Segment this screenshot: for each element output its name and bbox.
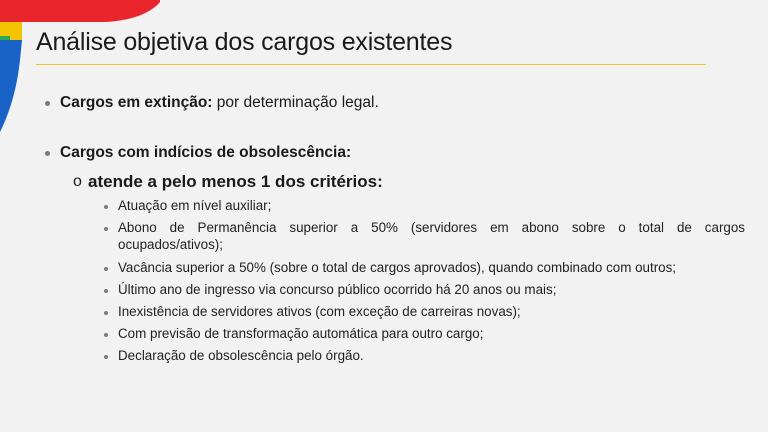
logo-red-block <box>0 0 22 22</box>
bullet-dot <box>104 355 108 359</box>
logo-blue-arc <box>0 40 22 132</box>
bullet-dot <box>104 289 108 293</box>
criterion-item: Vacância superior a 50% (sobre o total de cargos aprovados), quando combinado com outros; <box>118 260 677 275</box>
bullet-dot <box>104 311 108 315</box>
bullet-extincao-label: Cargos em extinção: <box>60 94 213 111</box>
bullet-extincao-text: por determinação legal. <box>212 94 379 111</box>
bullet-dot <box>104 205 108 209</box>
title-divider <box>36 64 706 65</box>
criterion-item: Último ano de ingresso via concurso público ocorrido há 20 anos ou mais; <box>118 282 557 297</box>
bullet-dot <box>104 227 108 231</box>
criterion-item-continuation: ocupados/ativos); <box>118 237 223 252</box>
bullet-dot <box>45 151 50 156</box>
slide-title: Análise objetiva dos cargos existentes <box>36 28 453 56</box>
bullet-dot <box>104 267 108 271</box>
logo-red-arc <box>0 0 160 22</box>
corner-logo-graphic <box>0 0 160 140</box>
bullet-dot <box>104 333 108 337</box>
sub-bullet-marker: o <box>73 173 82 190</box>
criterion-item: Declaração de obsolescência pelo órgão. <box>118 348 364 363</box>
bullet-dot <box>45 101 50 106</box>
criterion-item: Com previsão de transformação automática para outro cargo; <box>118 326 484 341</box>
logo-yellow-inner <box>10 22 22 40</box>
criterion-item: Abono de Permanência superior a 50% (servidores em abono sobre o total de cargos <box>118 220 745 235</box>
bullet-obsolescencia <box>60 144 351 162</box>
bullet-obsolescencia-label: Cargos com indícios de obsolescência: <box>60 144 352 161</box>
criterion-item: Inexistência de servidores ativos (com exceção de carreiras novas); <box>118 304 521 319</box>
bullet-extincao <box>60 94 379 112</box>
sub-bullet-criterios: atende a pelo menos 1 dos critérios: <box>88 172 383 191</box>
criterion-item: Atuação em nível auxiliar; <box>118 198 272 213</box>
